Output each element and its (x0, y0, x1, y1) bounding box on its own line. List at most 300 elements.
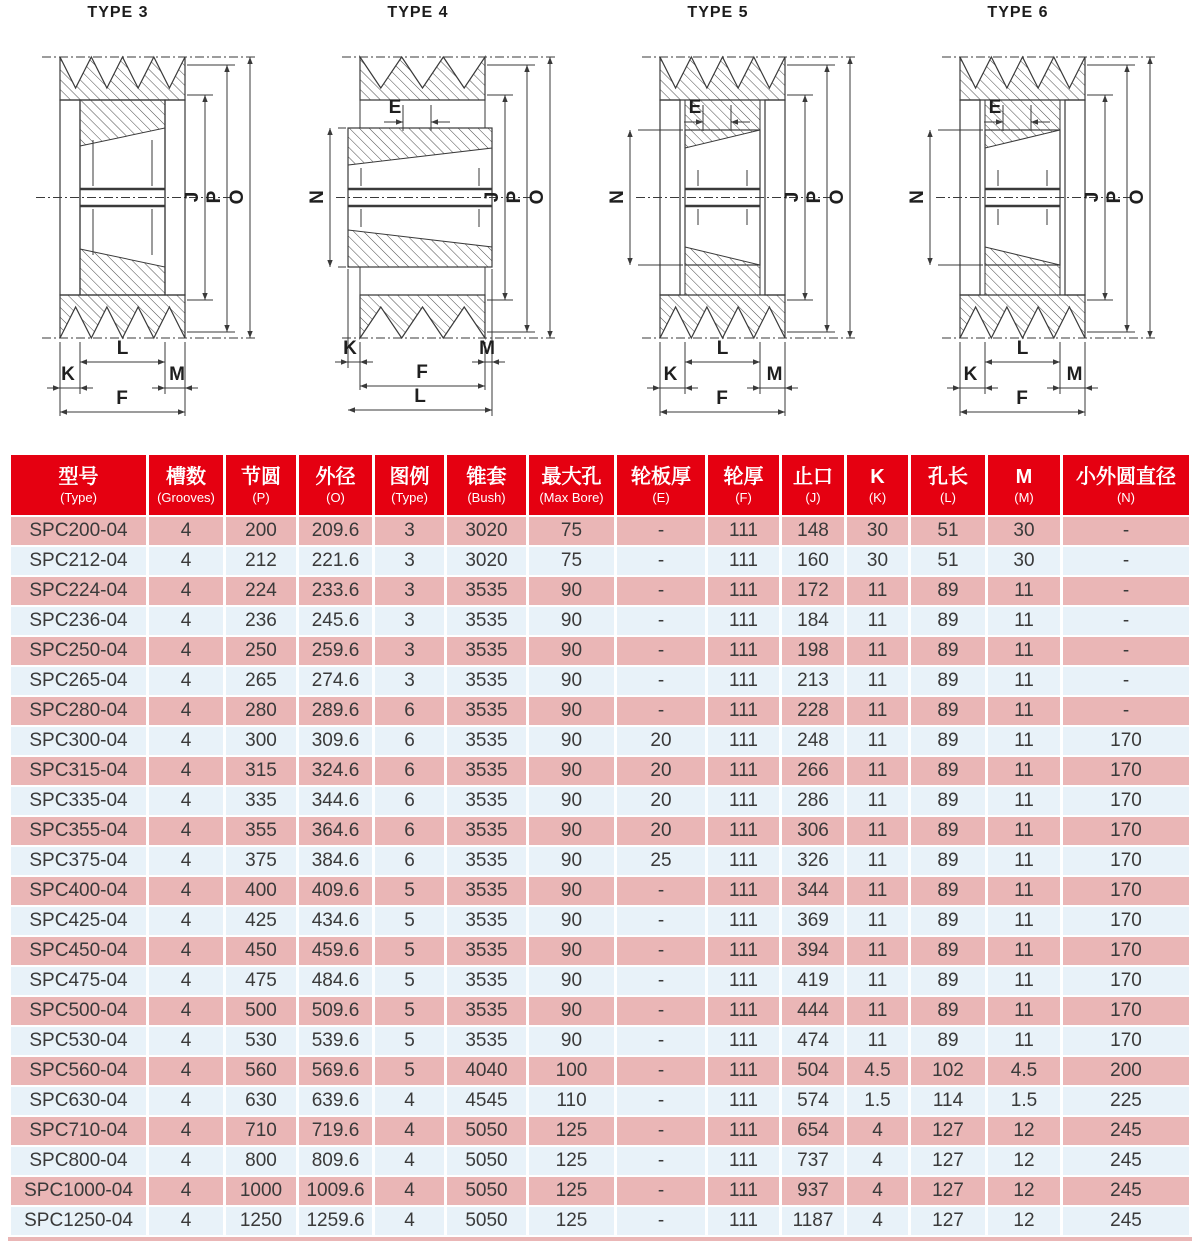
cell-r16-c6: 90 (529, 997, 614, 1025)
cell-r17-c1: 4 (149, 1027, 223, 1055)
cell-r1-c7: - (617, 547, 705, 575)
col-header-cn: 孔长 (928, 465, 968, 488)
col-header-cn: 槽数 (166, 465, 206, 488)
cell-r22-c4: 4 (375, 1177, 444, 1205)
cell-r12-c8: 111 (708, 877, 779, 905)
dim-label-f: F (416, 362, 428, 383)
col-header-6 (529, 455, 614, 515)
cell-r17-c11: 89 (911, 1027, 985, 1055)
col-header-en: (Bush) (467, 489, 506, 505)
cell-r23-c0: SPC1250-04 (11, 1207, 146, 1235)
cell-r14-c6: 90 (529, 937, 614, 965)
cell-r18-c10: 4.5 (847, 1057, 908, 1085)
cell-r10-c10: 11 (847, 817, 908, 845)
cell-r20-c2: 710 (226, 1117, 296, 1145)
cell-r21-c10: 4 (847, 1147, 908, 1175)
table-row (11, 757, 1189, 785)
cell-r11-c9: 326 (782, 847, 844, 875)
cell-r5-c3: 274.6 (299, 667, 372, 695)
cell-r7-c0: SPC300-04 (11, 727, 146, 755)
cell-r22-c10: 4 (847, 1177, 908, 1205)
cell-r21-c5: 5050 (447, 1147, 526, 1175)
dim-label-p: P (1104, 190, 1125, 204)
cell-r21-c9: 737 (782, 1147, 844, 1175)
cell-r4-c1: 4 (149, 637, 223, 665)
cell-r21-c0: SPC800-04 (11, 1147, 146, 1175)
cell-r5-c2: 265 (226, 667, 296, 695)
cell-r3-c3: 245.6 (299, 607, 372, 635)
cell-r22-c9: 937 (782, 1177, 844, 1205)
cell-r4-c7: - (617, 637, 705, 665)
table-row (11, 1177, 1189, 1205)
cell-r14-c12: 11 (988, 937, 1060, 965)
cell-r7-c1: 4 (149, 727, 223, 755)
dim-label-n: N (907, 190, 928, 204)
table-row (11, 907, 1189, 935)
cell-r19-c0: SPC630-04 (11, 1087, 146, 1115)
cell-r8-c4: 6 (375, 757, 444, 785)
col-header-en: (P) (252, 489, 270, 505)
cell-r10-c7: 20 (617, 817, 705, 845)
cell-r0-c12: 30 (988, 517, 1060, 545)
pulley-diagram-svg (300, 0, 600, 445)
cell-r10-c2: 355 (226, 817, 296, 845)
cell-r2-c7: - (617, 577, 705, 605)
cell-r17-c3: 539.6 (299, 1027, 372, 1055)
header-row (11, 455, 1189, 515)
cell-r17-c0: SPC530-04 (11, 1027, 146, 1055)
cell-r15-c1: 4 (149, 967, 223, 995)
cell-r16-c4: 5 (375, 997, 444, 1025)
cell-r13-c0: SPC425-04 (11, 907, 146, 935)
cell-r2-c12: 11 (988, 577, 1060, 605)
dim-label-j: J (482, 191, 503, 203)
cell-r18-c8: 111 (708, 1057, 779, 1085)
cell-r10-c0: SPC355-04 (11, 817, 146, 845)
cell-r8-c3: 324.6 (299, 757, 372, 785)
cell-r8-c9: 266 (782, 757, 844, 785)
cell-r11-c3: 384.6 (299, 847, 372, 875)
cell-r5-c11: 89 (911, 667, 985, 695)
cell-r10-c5: 3535 (447, 817, 526, 845)
col-header-8 (708, 455, 779, 515)
cell-r18-c11: 102 (911, 1057, 985, 1085)
col-header-cn: 最大孔 (541, 465, 602, 488)
cell-r22-c3: 1009.6 (299, 1177, 372, 1205)
cell-r17-c13: 170 (1063, 1027, 1189, 1055)
cell-r1-c4: 3 (375, 547, 444, 575)
cell-r4-c11: 89 (911, 637, 985, 665)
col-header-11 (911, 455, 985, 515)
cell-r2-c11: 89 (911, 577, 985, 605)
dim-label-m: M (169, 364, 185, 385)
cell-r9-c9: 286 (782, 787, 844, 815)
diagram-title: TYPE 5 (687, 4, 749, 21)
cell-r20-c5: 5050 (447, 1117, 526, 1145)
cell-r2-c9: 172 (782, 577, 844, 605)
col-header-1 (149, 455, 223, 515)
cell-r15-c4: 5 (375, 967, 444, 995)
cell-r9-c12: 11 (988, 787, 1060, 815)
cell-r20-c3: 719.6 (299, 1117, 372, 1145)
table-row (11, 787, 1189, 815)
cell-r1-c12: 30 (988, 547, 1060, 575)
cell-r5-c13: - (1063, 667, 1189, 695)
table-row (11, 577, 1189, 605)
cell-r19-c6: 110 (529, 1087, 614, 1115)
col-header-en: (L) (940, 489, 956, 505)
cell-r4-c0: SPC250-04 (11, 637, 146, 665)
cell-r17-c7: - (617, 1027, 705, 1055)
cell-r12-c13: 170 (1063, 877, 1189, 905)
cell-r22-c6: 125 (529, 1177, 614, 1205)
col-header-cn: 节圆 (241, 465, 281, 488)
col-header-cn: 外径 (315, 465, 356, 488)
table-row (11, 847, 1189, 875)
cell-r20-c8: 111 (708, 1117, 779, 1145)
cell-r10-c3: 364.6 (299, 817, 372, 845)
cell-r10-c9: 306 (782, 817, 844, 845)
cell-r7-c12: 11 (988, 727, 1060, 755)
cell-r19-c3: 639.6 (299, 1087, 372, 1115)
cell-r16-c11: 89 (911, 997, 985, 1025)
diagram-type-5 (600, 0, 900, 450)
dim-label-k: K (61, 364, 75, 385)
cell-r18-c5: 4040 (447, 1057, 526, 1085)
cell-r0-c11: 51 (911, 517, 985, 545)
col-header-en: (M) (1014, 489, 1034, 505)
pulley-diagram-svg (600, 0, 900, 445)
cell-r11-c4: 6 (375, 847, 444, 875)
cell-r15-c10: 11 (847, 967, 908, 995)
cell-r10-c13: 170 (1063, 817, 1189, 845)
cell-r13-c5: 3535 (447, 907, 526, 935)
dim-label-e: E (388, 97, 402, 118)
cell-r16-c8: 111 (708, 997, 779, 1025)
cell-r23-c11: 127 (911, 1207, 985, 1235)
table-row (11, 877, 1189, 905)
cell-r0-c13: - (1063, 517, 1189, 545)
cell-r13-c12: 11 (988, 907, 1060, 935)
cell-r14-c5: 3535 (447, 937, 526, 965)
cell-r0-c0: SPC200-04 (11, 517, 146, 545)
cell-r8-c8: 111 (708, 757, 779, 785)
cell-r0-c4: 3 (375, 517, 444, 545)
cell-r6-c1: 4 (149, 697, 223, 725)
cell-r19-c7: - (617, 1087, 705, 1115)
cell-r18-c6: 100 (529, 1057, 614, 1085)
cell-r18-c3: 569.6 (299, 1057, 372, 1085)
cell-r6-c9: 228 (782, 697, 844, 725)
cell-r14-c3: 459.6 (299, 937, 372, 965)
cell-r17-c2: 530 (226, 1027, 296, 1055)
dim-label-l: L (1016, 338, 1029, 359)
cell-r7-c10: 11 (847, 727, 908, 755)
cell-r19-c10: 1.5 (847, 1087, 908, 1115)
cell-r18-c13: 200 (1063, 1057, 1189, 1085)
cell-r4-c10: 11 (847, 637, 908, 665)
cell-r12-c12: 11 (988, 877, 1060, 905)
cell-r19-c1: 4 (149, 1087, 223, 1115)
col-header-7 (617, 455, 705, 515)
cell-r3-c4: 3 (375, 607, 444, 635)
cell-r13-c11: 89 (911, 907, 985, 935)
table-row (11, 1057, 1189, 1085)
cell-r23-c1: 4 (149, 1207, 223, 1235)
diagram-type-4 (300, 0, 600, 450)
cell-r21-c8: 111 (708, 1147, 779, 1175)
col-header-en: (Grooves) (157, 489, 215, 505)
dim-label-o: O (527, 189, 548, 205)
col-header-en: (F) (735, 489, 752, 505)
cell-r2-c3: 233.6 (299, 577, 372, 605)
cell-r20-c7: - (617, 1117, 705, 1145)
cell-r23-c5: 5050 (447, 1207, 526, 1235)
cell-r0-c9: 148 (782, 517, 844, 545)
cell-r14-c0: SPC450-04 (11, 937, 146, 965)
cell-r7-c7: 20 (617, 727, 705, 755)
cell-r9-c13: 170 (1063, 787, 1189, 815)
cell-r6-c11: 89 (911, 697, 985, 725)
cell-r13-c6: 90 (529, 907, 614, 935)
cell-r19-c13: 225 (1063, 1087, 1189, 1115)
cell-r0-c2: 200 (226, 517, 296, 545)
table-row (11, 1117, 1189, 1145)
dim-label-m: M (479, 338, 495, 359)
cell-r23-c3: 1259.6 (299, 1207, 372, 1235)
cell-r18-c2: 560 (226, 1057, 296, 1085)
pulley-diagram-svg (900, 0, 1200, 445)
cell-r21-c2: 800 (226, 1147, 296, 1175)
cell-r23-c8: 111 (708, 1207, 779, 1235)
cell-r19-c12: 1.5 (988, 1087, 1060, 1115)
dim-label-o: O (1127, 189, 1148, 205)
dim-label-p: P (804, 190, 825, 204)
cell-r1-c5: 3020 (447, 547, 526, 575)
cell-r2-c13: - (1063, 577, 1189, 605)
table-row (11, 1087, 1189, 1115)
cell-r20-c13: 245 (1063, 1117, 1189, 1145)
cell-r17-c12: 11 (988, 1027, 1060, 1055)
cell-r12-c5: 3535 (447, 877, 526, 905)
table-row (11, 1147, 1189, 1175)
cell-r0-c1: 4 (149, 517, 223, 545)
dim-label-f: F (116, 388, 128, 409)
cell-r20-c1: 4 (149, 1117, 223, 1145)
cell-r3-c9: 184 (782, 607, 844, 635)
cell-r2-c4: 3 (375, 577, 444, 605)
cell-r20-c0: SPC710-04 (11, 1117, 146, 1145)
cell-r16-c12: 11 (988, 997, 1060, 1025)
cell-r13-c3: 434.6 (299, 907, 372, 935)
cell-r5-c6: 90 (529, 667, 614, 695)
cell-r12-c11: 89 (911, 877, 985, 905)
cell-r2-c6: 90 (529, 577, 614, 605)
dim-label-p: P (204, 190, 225, 204)
table-row (11, 817, 1189, 845)
cell-r14-c10: 11 (847, 937, 908, 965)
cell-r9-c10: 11 (847, 787, 908, 815)
cell-r7-c6: 90 (529, 727, 614, 755)
cell-r1-c3: 221.6 (299, 547, 372, 575)
cell-r12-c0: SPC400-04 (11, 877, 146, 905)
cell-r20-c11: 127 (911, 1117, 985, 1145)
col-header-en: (Type) (391, 489, 428, 505)
cell-r12-c9: 344 (782, 877, 844, 905)
cell-r4-c8: 111 (708, 637, 779, 665)
cell-r11-c2: 375 (226, 847, 296, 875)
cell-r5-c9: 213 (782, 667, 844, 695)
dim-label-k: K (343, 338, 357, 359)
cell-r6-c10: 11 (847, 697, 908, 725)
cell-r18-c9: 504 (782, 1057, 844, 1085)
cell-r13-c8: 111 (708, 907, 779, 935)
cell-r12-c2: 400 (226, 877, 296, 905)
cell-r13-c1: 4 (149, 907, 223, 935)
cell-r1-c13: - (1063, 547, 1189, 575)
cell-r6-c12: 11 (988, 697, 1060, 725)
cell-r7-c11: 89 (911, 727, 985, 755)
cell-r12-c4: 5 (375, 877, 444, 905)
cell-r17-c5: 3535 (447, 1027, 526, 1055)
cell-r15-c0: SPC475-04 (11, 967, 146, 995)
cell-r12-c1: 4 (149, 877, 223, 905)
cell-r23-c9: 1187 (782, 1207, 844, 1235)
table-row (11, 637, 1189, 665)
col-header-10 (847, 455, 908, 515)
cell-r16-c1: 4 (149, 997, 223, 1025)
table-row (11, 967, 1189, 995)
table-row (11, 667, 1189, 695)
cell-r23-c4: 4 (375, 1207, 444, 1235)
dim-label-e: E (688, 97, 702, 118)
cell-r9-c0: SPC335-04 (11, 787, 146, 815)
cell-r10-c12: 11 (988, 817, 1060, 845)
cell-r0-c8: 111 (708, 517, 779, 545)
col-header-cn: 止口 (793, 465, 833, 488)
cell-r16-c10: 11 (847, 997, 908, 1025)
cell-r23-c10: 4 (847, 1207, 908, 1235)
cell-r12-c7: - (617, 877, 705, 905)
cell-r15-c6: 90 (529, 967, 614, 995)
col-header-cn: M (1015, 465, 1033, 488)
cell-r8-c2: 315 (226, 757, 296, 785)
cell-r5-c1: 4 (149, 667, 223, 695)
dim-label-o: O (827, 189, 848, 205)
cell-r23-c7: - (617, 1207, 705, 1235)
cell-r8-c11: 89 (911, 757, 985, 785)
cell-r15-c2: 475 (226, 967, 296, 995)
cell-r4-c6: 90 (529, 637, 614, 665)
cell-r6-c6: 90 (529, 697, 614, 725)
col-header-12 (988, 455, 1060, 515)
cell-r5-c4: 3 (375, 667, 444, 695)
cell-r21-c1: 4 (149, 1147, 223, 1175)
cell-r11-c8: 111 (708, 847, 779, 875)
dim-label-l: L (716, 338, 729, 359)
cell-r20-c4: 4 (375, 1117, 444, 1145)
dim-label-e: E (988, 97, 1002, 118)
cell-r6-c8: 111 (708, 697, 779, 725)
cell-r11-c0: SPC375-04 (11, 847, 146, 875)
col-header-cn: 锥套 (466, 465, 507, 488)
table-row (11, 697, 1189, 725)
cell-r15-c11: 89 (911, 967, 985, 995)
cell-r23-c13: 245 (1063, 1207, 1189, 1235)
col-header-cn: 轮厚 (723, 465, 764, 488)
dim-label-j: J (1082, 191, 1103, 203)
cell-r4-c5: 3535 (447, 637, 526, 665)
cell-r8-c10: 11 (847, 757, 908, 785)
col-header-0 (11, 455, 146, 515)
cell-r3-c6: 90 (529, 607, 614, 635)
cell-r4-c4: 3 (375, 637, 444, 665)
cell-r1-c0: SPC212-04 (11, 547, 146, 575)
cell-r8-c7: 20 (617, 757, 705, 785)
col-header-en: (K) (868, 489, 887, 505)
cell-r9-c1: 4 (149, 787, 223, 815)
cell-r5-c0: SPC265-04 (11, 667, 146, 695)
diagram-type-3 (0, 0, 300, 450)
cell-r13-c10: 11 (847, 907, 908, 935)
dim-label-l: L (414, 386, 426, 407)
cell-r15-c5: 3535 (447, 967, 526, 995)
cell-r2-c0: SPC224-04 (11, 577, 146, 605)
cell-r2-c2: 224 (226, 577, 296, 605)
cell-r18-c0: SPC560-04 (11, 1057, 146, 1085)
cell-r20-c6: 125 (529, 1117, 614, 1145)
table-body (11, 517, 1189, 1235)
cell-r22-c1: 4 (149, 1177, 223, 1205)
cell-r14-c8: 111 (708, 937, 779, 965)
cell-r19-c5: 4545 (447, 1087, 526, 1115)
cell-r22-c13: 245 (1063, 1177, 1189, 1205)
cell-r2-c10: 11 (847, 577, 908, 605)
cell-r14-c4: 5 (375, 937, 444, 965)
cell-r21-c11: 127 (911, 1147, 985, 1175)
col-header-en: (O) (326, 489, 345, 505)
cell-r16-c7: - (617, 997, 705, 1025)
cell-r1-c9: 160 (782, 547, 844, 575)
pulley-diagrams (0, 0, 1200, 450)
dim-label-j: J (182, 191, 203, 203)
cell-r1-c10: 30 (847, 547, 908, 575)
cell-r10-c4: 6 (375, 817, 444, 845)
dim-label-n: N (607, 190, 628, 204)
cell-r15-c7: - (617, 967, 705, 995)
cell-r11-c13: 170 (1063, 847, 1189, 875)
cell-r6-c5: 3535 (447, 697, 526, 725)
cell-r16-c2: 500 (226, 997, 296, 1025)
dim-label-l: L (116, 338, 129, 359)
cell-r11-c10: 11 (847, 847, 908, 875)
dim-label-f: F (716, 388, 728, 409)
spec-table (8, 453, 1192, 1237)
cell-r16-c9: 444 (782, 997, 844, 1025)
cell-r2-c1: 4 (149, 577, 223, 605)
dim-label-m: M (766, 364, 783, 385)
diagram-type-6 (900, 0, 1200, 450)
cell-r5-c8: 111 (708, 667, 779, 695)
cell-r14-c9: 394 (782, 937, 844, 965)
col-header-2 (226, 455, 296, 515)
cell-r17-c9: 474 (782, 1027, 844, 1055)
cell-r19-c4: 4 (375, 1087, 444, 1115)
cell-r15-c9: 419 (782, 967, 844, 995)
dim-label-k: K (963, 364, 978, 385)
dim-label-k: K (663, 364, 678, 385)
cell-r1-c1: 4 (149, 547, 223, 575)
